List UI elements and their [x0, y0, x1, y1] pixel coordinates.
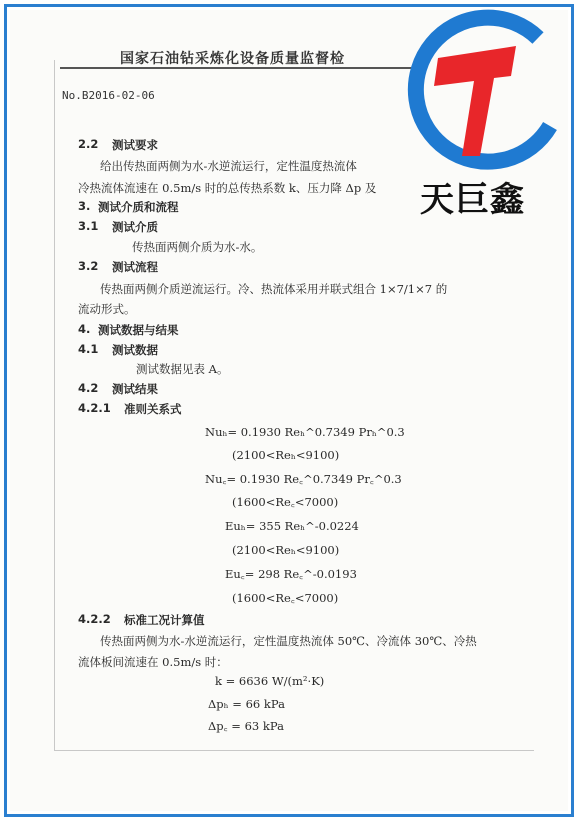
section-title: 测试数据: [112, 343, 158, 357]
margin-line: [54, 60, 55, 750]
paragraph-line: 冷热流体流速在 0.5m/s 时的总传热系数 k、压力降 Δp 及: [78, 181, 377, 195]
section-title: 测试结果: [112, 382, 158, 396]
report-header-title: 国家石油钻采炼化设备质量监督检: [120, 51, 345, 67]
brand-name: 天巨鑫: [420, 180, 525, 220]
section-number: 4.2.1: [78, 401, 111, 415]
formula-range: (1600<Re꜀<7000): [232, 495, 339, 509]
section-title: 测试数据与结果: [98, 323, 179, 337]
section-number: 4.1: [78, 342, 99, 356]
section-number: 3.1: [78, 219, 99, 233]
paragraph-line: 流动形式。: [78, 302, 136, 316]
formula-range: (1600<Re꜀<7000): [232, 591, 339, 605]
section-number: 4.: [78, 322, 91, 336]
paragraph-line: 传热面两侧为水-水逆流运行，定性温度热流体 50℃、冷流体 30℃、冷热: [100, 634, 477, 648]
correlation-formula: Nu꜀= 0.1930 Re꜀^0.7349 Pr꜀^0.3: [205, 472, 402, 486]
paragraph-line: 给出传热面两侧为水-水逆流运行，定性温度热流体: [100, 159, 357, 173]
result-value: Δp꜀ = 63 kPa: [208, 719, 284, 733]
section-number: 4.2.2: [78, 612, 111, 626]
paragraph-line: 传热面两侧介质为水-水。: [132, 240, 263, 254]
correlation-formula: Nuₕ= 0.1930 Reₕ^0.7349 Prₕ^0.3: [205, 425, 405, 439]
result-value: k = 6636 W/(m²·K): [215, 674, 325, 688]
correlation-formula: Eu꜀= 298 Re꜀^-0.0193: [225, 567, 357, 581]
paragraph-line: 流体板间流速在 0.5m/s 时：: [78, 655, 228, 669]
section-number: 2.2: [78, 137, 99, 151]
section-title: 测试介质: [112, 220, 158, 234]
section-title: 测试要求: [112, 138, 158, 152]
paragraph-line: 测试数据见表 A。: [136, 362, 229, 376]
formula-range: (2100<Reₕ<9100): [232, 543, 340, 557]
section-title: 标准工况计算值: [124, 613, 205, 627]
section-title: 测试流程: [112, 260, 158, 274]
formula-range: (2100<Reₕ<9100): [232, 448, 340, 462]
result-value: Δpₕ = 66 kPa: [208, 697, 285, 711]
header-divider: [60, 67, 420, 69]
bottom-margin-line: [54, 750, 534, 751]
section-number: 4.2: [78, 381, 99, 395]
document-number: No.B2016-02-06: [62, 89, 155, 102]
section-title: 测试介质和流程: [98, 200, 179, 214]
section-number: 3.: [78, 199, 91, 213]
correlation-formula: Euₕ= 355 Reₕ^-0.0224: [225, 519, 359, 533]
paragraph-line: 传热面两侧介质逆流运行。冷、热流体采用并联式组合 1×7/1×7 的: [100, 282, 448, 296]
section-number: 3.2: [78, 259, 99, 273]
section-title: 准则关系式: [124, 402, 182, 416]
